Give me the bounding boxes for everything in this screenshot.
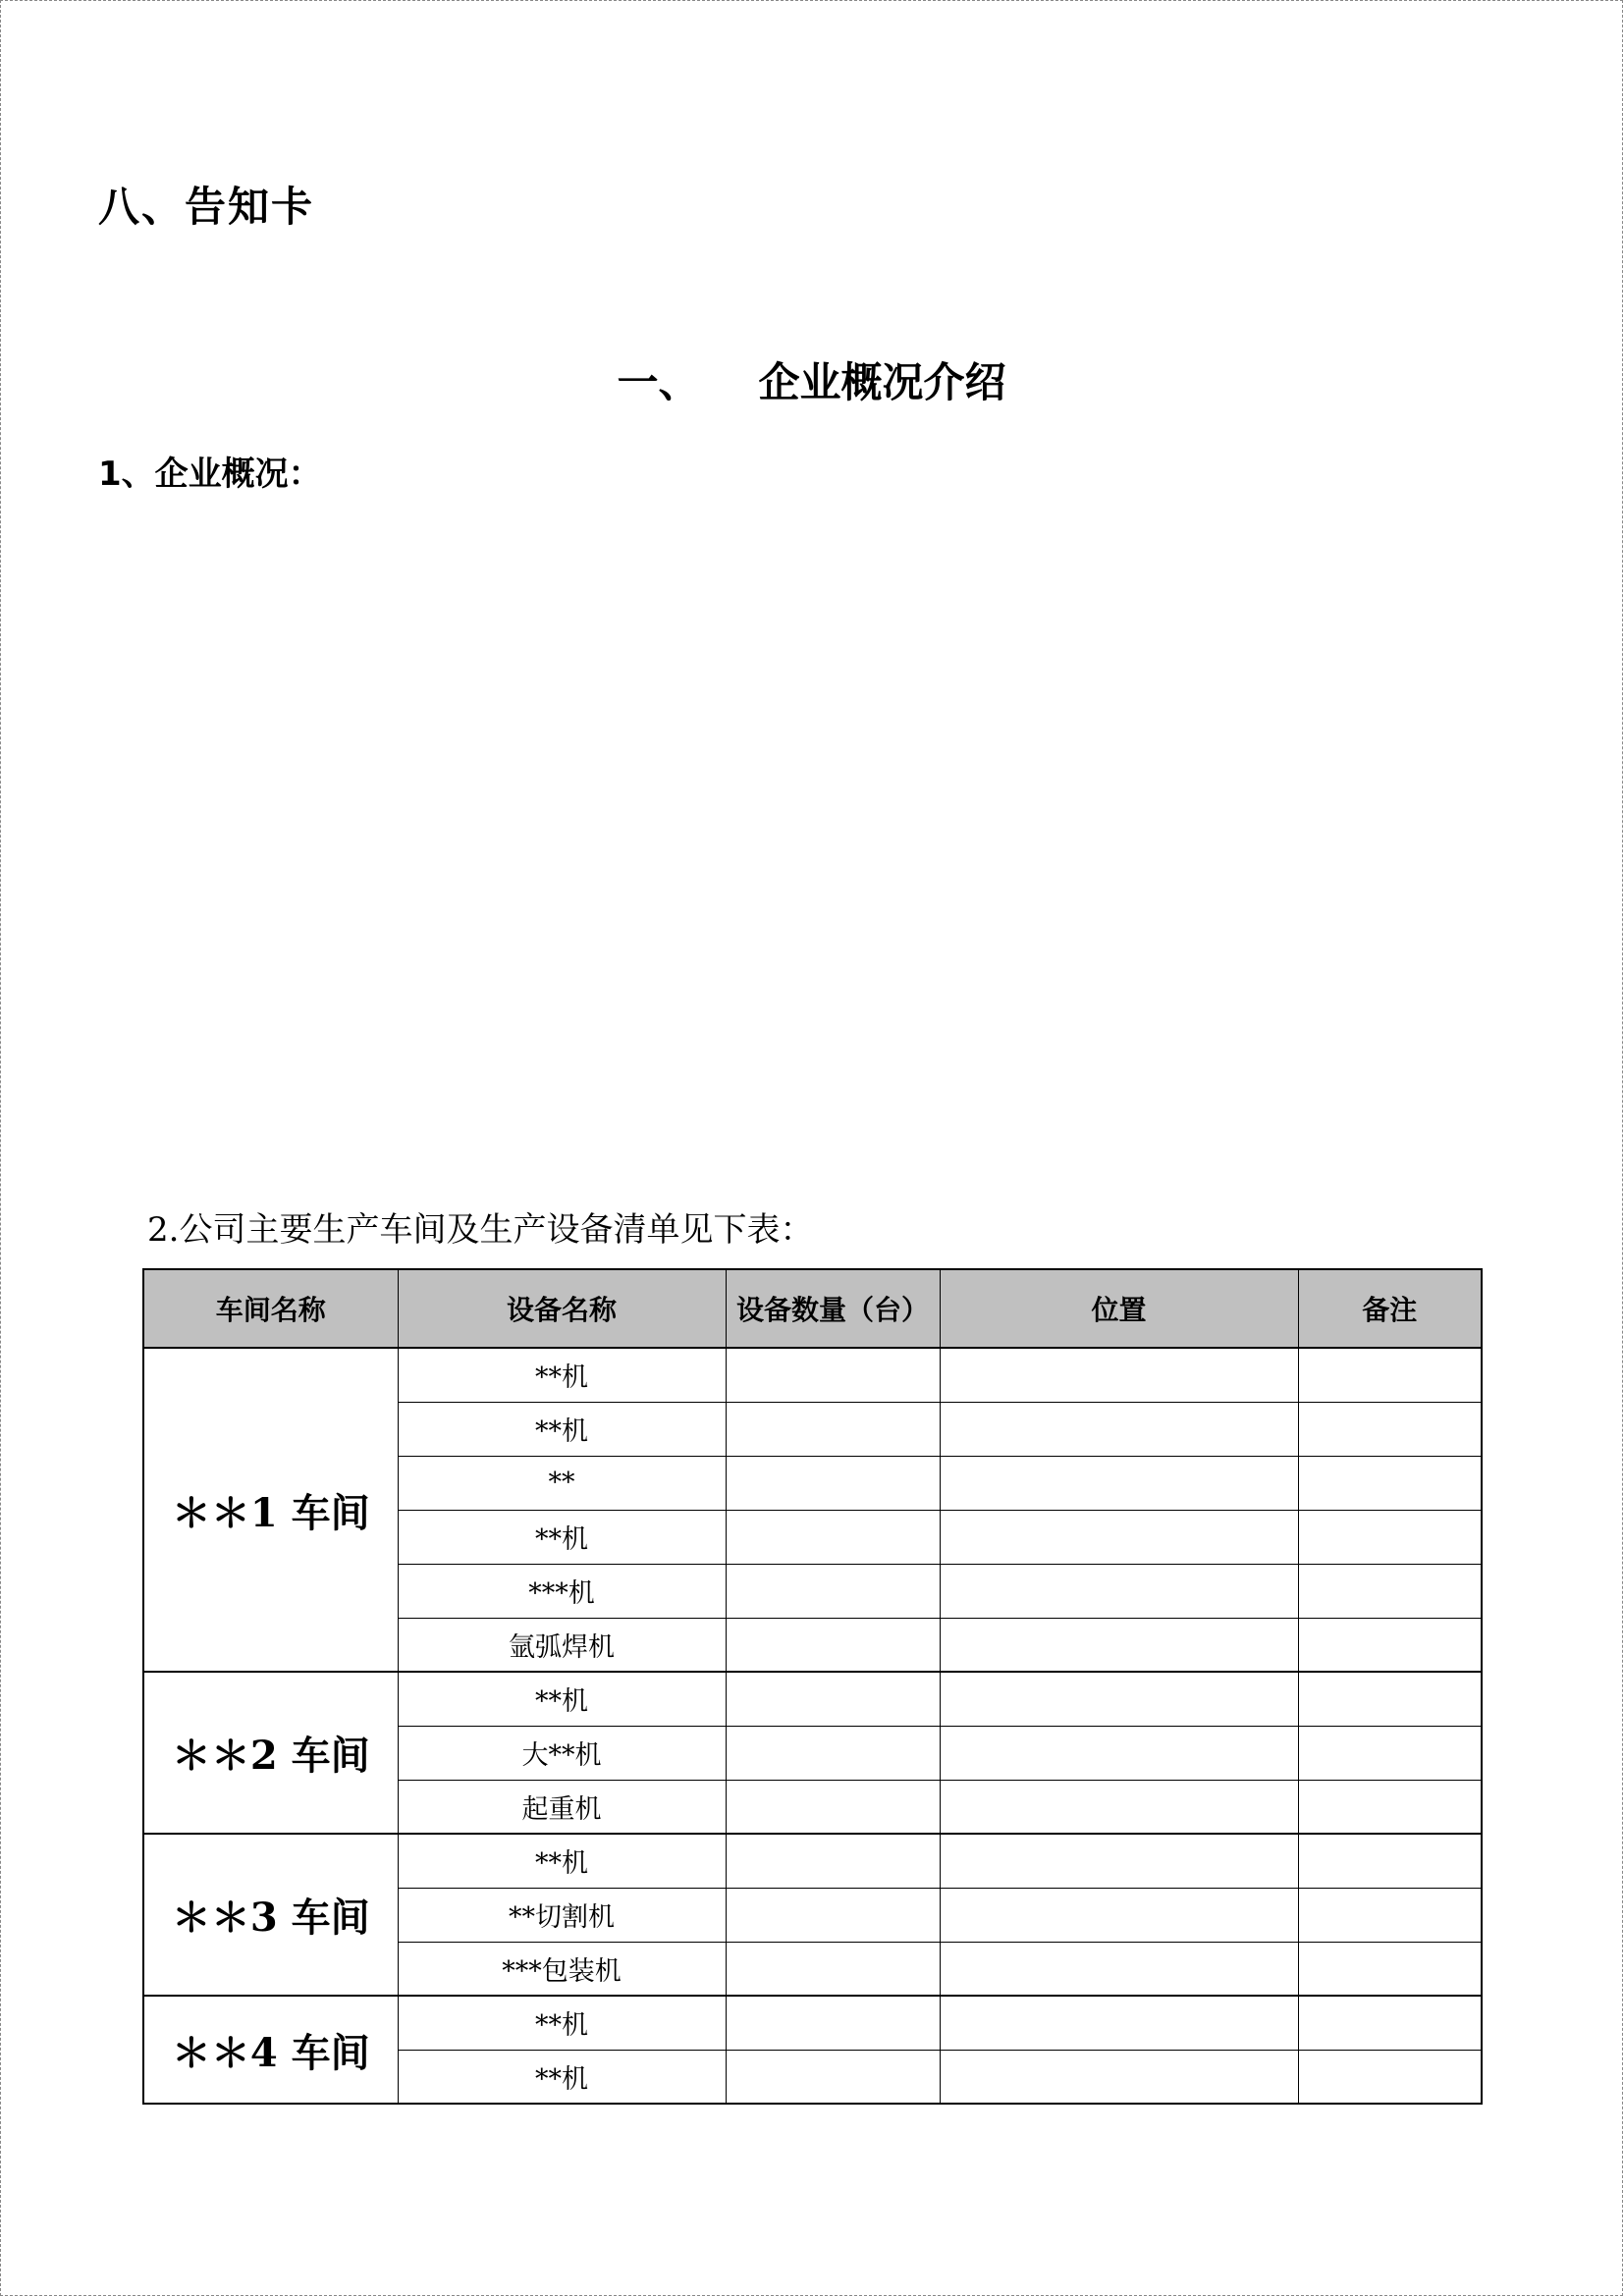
equipment-name-cell: ***包装机 <box>398 1942 726 1996</box>
equipment-name-cell: 氩弧焊机 <box>398 1618 726 1672</box>
chapter-title-text: 企业概况介绍 <box>758 358 1006 406</box>
location-cell <box>940 1834 1298 1888</box>
workshop-name-cell: ＊＊1 车间 <box>143 1348 398 1672</box>
equipment-name-cell: **机 <box>398 1348 726 1402</box>
table-header-row <box>143 1269 1482 1348</box>
quantity-cell <box>726 1942 940 1996</box>
equipment-table <box>142 1268 1483 2105</box>
remark-cell <box>1298 1996 1482 2050</box>
quantity-cell <box>726 1834 940 1888</box>
equipment-name-cell: **机 <box>398 1402 726 1456</box>
chapter-number: 一、 <box>617 358 700 406</box>
equipment-name-cell: **机 <box>398 1510 726 1564</box>
remark-cell <box>1298 1888 1482 1942</box>
location-cell <box>940 1402 1298 1456</box>
quantity-cell <box>726 1510 940 1564</box>
header-equipment: 设备名称 <box>398 1269 726 1348</box>
header-quantity: 设备数量（台） <box>726 1269 940 1348</box>
remark-cell <box>1298 1564 1482 1618</box>
workshop-group <box>143 1834 1482 1996</box>
location-cell <box>940 1780 1298 1834</box>
location-cell <box>940 1726 1298 1780</box>
remark-cell <box>1298 1834 1482 1888</box>
chapter-title <box>0 350 1623 409</box>
table-row <box>143 1996 1482 2050</box>
location-cell <box>940 2050 1298 2104</box>
remark-cell <box>1298 1402 1482 1456</box>
equipment-name-cell: **机 <box>398 1996 726 2050</box>
quantity-cell <box>726 2050 940 2104</box>
remark-cell <box>1298 1618 1482 1672</box>
quantity-cell <box>726 1348 940 1402</box>
location-cell <box>940 1888 1298 1942</box>
workshop-name-cell: ＊＊2 车间 <box>143 1672 398 1834</box>
quantity-cell <box>726 1456 940 1510</box>
table-intro: 2.公司主要生产车间及生产设备清单见下表： <box>147 1210 814 1250</box>
equipment-name-cell: **机 <box>398 1834 726 1888</box>
section-heading: 八、告知卡 <box>98 183 315 231</box>
remark-cell <box>1298 1456 1482 1510</box>
header-remark: 备注 <box>1298 1269 1482 1348</box>
header-location: 位置 <box>940 1269 1298 1348</box>
quantity-cell <box>726 1402 940 1456</box>
table-row <box>143 1834 1482 1888</box>
location-cell <box>940 1456 1298 1510</box>
workshop-group <box>143 1996 1482 2104</box>
location-cell <box>940 1672 1298 1726</box>
table-row <box>143 1348 1482 1402</box>
workshop-name-cell: ＊＊4 车间 <box>143 1996 398 2104</box>
equipment-name-cell: **切割机 <box>398 1888 726 1942</box>
quantity-cell <box>726 1888 940 1942</box>
location-cell <box>940 1348 1298 1402</box>
header-workshop: 车间名称 <box>143 1269 398 1348</box>
location-cell <box>940 1564 1298 1618</box>
workshop-group <box>143 1672 1482 1834</box>
quantity-cell <box>726 1996 940 2050</box>
company-overview-heading: 1、企业概况： <box>98 454 322 494</box>
quantity-cell <box>726 1726 940 1780</box>
location-cell <box>940 1942 1298 1996</box>
location-cell <box>940 1618 1298 1672</box>
remark-cell <box>1298 2050 1482 2104</box>
location-cell <box>940 1510 1298 1564</box>
remark-cell <box>1298 1726 1482 1780</box>
equipment-name-cell: 大**机 <box>398 1726 726 1780</box>
location-cell <box>940 1996 1298 2050</box>
remark-cell <box>1298 1348 1482 1402</box>
workshop-name-cell: ＊＊3 车间 <box>143 1834 398 1996</box>
equipment-name-cell: 起重机 <box>398 1780 726 1834</box>
quantity-cell <box>726 1672 940 1726</box>
equipment-name-cell: ***机 <box>398 1564 726 1618</box>
quantity-cell <box>726 1780 940 1834</box>
remark-cell <box>1298 1942 1482 1996</box>
equipment-name-cell: **机 <box>398 1672 726 1726</box>
remark-cell <box>1298 1780 1482 1834</box>
equipment-name-cell: **机 <box>398 2050 726 2104</box>
remark-cell <box>1298 1510 1482 1564</box>
equipment-name-cell: ** <box>398 1456 726 1510</box>
quantity-cell <box>726 1618 940 1672</box>
table-row <box>143 1672 1482 1726</box>
remark-cell <box>1298 1672 1482 1726</box>
workshop-group <box>143 1348 1482 1672</box>
quantity-cell <box>726 1564 940 1618</box>
